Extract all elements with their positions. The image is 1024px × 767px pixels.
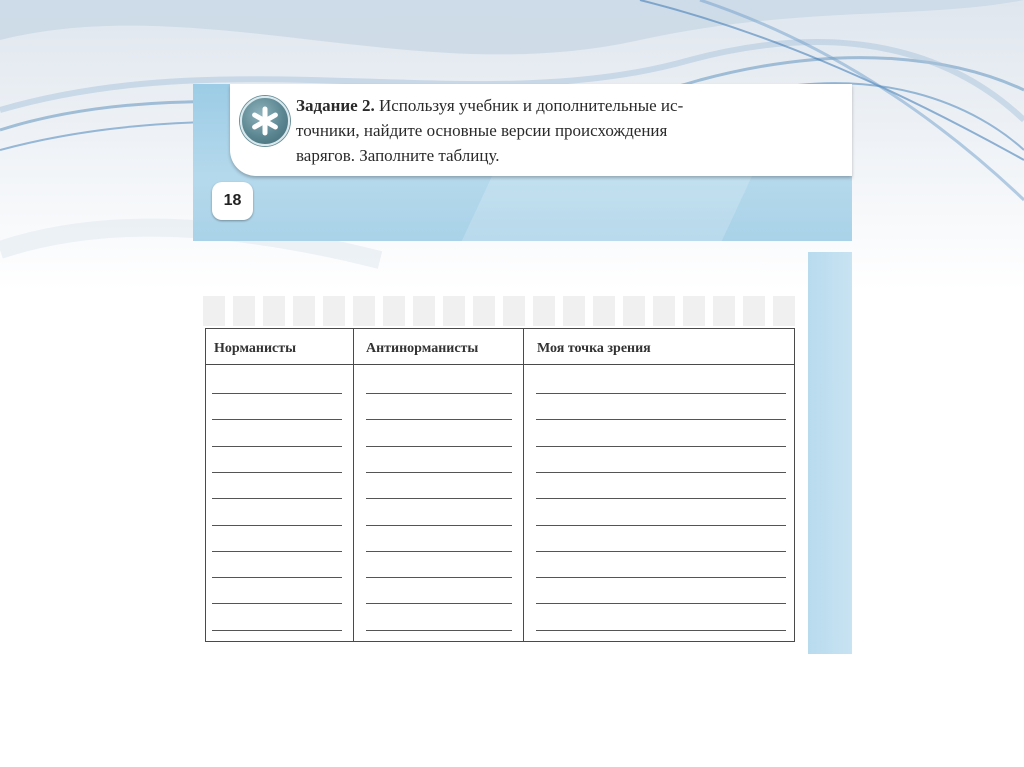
write-line-normanists bbox=[212, 603, 342, 604]
write-line-normanists bbox=[212, 551, 342, 552]
column-header-antinormanists: Антинорманисты bbox=[366, 341, 479, 356]
write-line-my-view bbox=[536, 393, 786, 394]
write-line-antinormanists bbox=[366, 446, 512, 447]
write-line-my-view bbox=[536, 577, 786, 578]
write-line-normanists bbox=[212, 498, 342, 499]
task-line-1: Используя учебник и дополнительные ис- bbox=[378, 96, 684, 115]
write-line-my-view bbox=[536, 603, 786, 604]
write-line-antinormanists bbox=[366, 498, 512, 499]
write-line-antinormanists bbox=[366, 419, 512, 420]
asterisk-glyph bbox=[242, 98, 288, 144]
write-line-normanists bbox=[212, 525, 342, 526]
worksheet-table bbox=[205, 328, 795, 642]
column-header-my-view: Моя точка зрения bbox=[537, 341, 651, 356]
write-line-my-view bbox=[536, 498, 786, 499]
write-line-my-view bbox=[536, 630, 786, 631]
write-line-my-view bbox=[536, 419, 786, 420]
column-divider-2 bbox=[523, 329, 524, 641]
header-rule bbox=[206, 364, 794, 365]
task-line-3: варягов. Заполните таблицу. bbox=[296, 146, 500, 165]
write-line-antinormanists bbox=[366, 393, 512, 394]
write-line-antinormanists bbox=[366, 525, 512, 526]
task-title: Задание 2. bbox=[296, 96, 375, 115]
page-number: 18 bbox=[212, 182, 253, 220]
write-line-normanists bbox=[212, 393, 342, 394]
write-line-my-view bbox=[536, 551, 786, 552]
write-line-antinormanists bbox=[366, 603, 512, 604]
write-line-my-view bbox=[536, 446, 786, 447]
write-line-normanists bbox=[212, 419, 342, 420]
write-line-antinormanists bbox=[366, 577, 512, 578]
write-line-my-view bbox=[536, 525, 786, 526]
write-line-antinormanists bbox=[366, 551, 512, 552]
write-line-normanists bbox=[212, 446, 342, 447]
write-line-normanists bbox=[212, 472, 342, 473]
write-line-antinormanists bbox=[366, 630, 512, 631]
show-through-text bbox=[203, 296, 803, 326]
column-divider-1 bbox=[353, 329, 354, 641]
page-margin-strip bbox=[808, 252, 852, 654]
column-header-normanists: Норманисты bbox=[214, 341, 297, 356]
write-line-normanists bbox=[212, 577, 342, 578]
task-line-2: точники, найдите основные версии происхождения bbox=[296, 121, 668, 140]
write-line-antinormanists bbox=[366, 472, 512, 473]
write-line-normanists bbox=[212, 630, 342, 631]
asterisk-icon bbox=[240, 96, 290, 146]
task-instructions bbox=[296, 93, 836, 168]
write-line-my-view bbox=[536, 472, 786, 473]
